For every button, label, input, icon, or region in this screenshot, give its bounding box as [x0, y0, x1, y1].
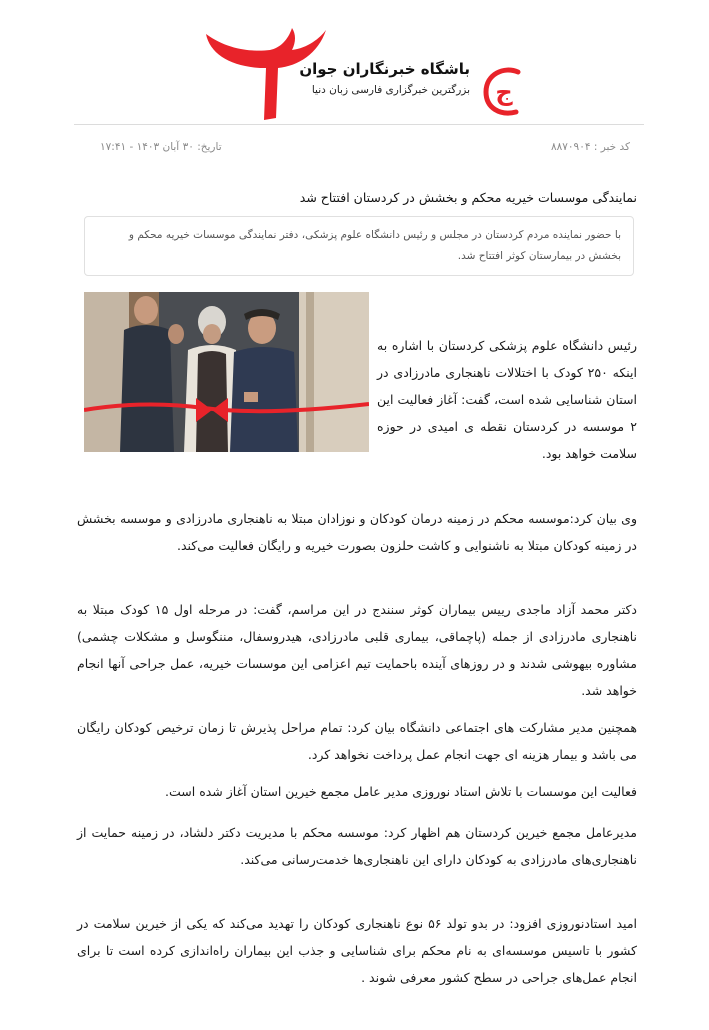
article-meta — [100, 141, 630, 157]
article-title: نمایندگی موسسات خیریه محکم و بخشش در کردستان افتتاح شد — [299, 190, 637, 205]
article-paragraph: مدیرعامل مجمع خیرین کردستان هم اظهار کرد: موسسه محکم با مدیریت دکتر دلشاد، در زمینه حمایت از ناهنجاری‌های مادرزادی به کودکان دارای این ناهنجاری‌ها خدمت‌رسانی می‌کند. — [77, 825, 637, 867]
site-logo[interactable] — [200, 24, 530, 124]
logo-symbol: ج — [495, 78, 513, 106]
brand-subtitle: بزرگترین خبرگزاری فارسی زبان دنیا — [311, 84, 470, 96]
news-code: کد خبر : ۸۸۷۰۹۰۴ — [551, 141, 630, 153]
article-paragraph: فعالیت این موسسات با تلاش استاد نوروزی مدیر عامل مجمع خیرین استان آغاز شده است. — [165, 784, 637, 799]
header-divider — [74, 124, 644, 125]
article-paragraph: رئیس دانشگاه علوم پزشکی کردستان با اشاره به اینکه ۲۵۰ کودک با اختلالات ناهنجاری مادرزادی در استان شناسایی شده است، گفت: آغاز فعالیت این ۲ موسسه در کردستان نقطه ی امیدی در حوزه سلامت خواهد بود. — [377, 338, 637, 461]
article-lead: با حضور نماینده مردم کردستان در مجلس و رئیس دانشگاه علوم پزشکی، دفتر نمایندگی موسسات خیریه محکم و بخشش در بیمارستان کوثر افتتاح شد. — [84, 216, 634, 276]
logo-emblem-icon — [478, 62, 528, 122]
ribbon-cutting-photo — [84, 292, 369, 452]
article-paragraph: امید استادنوروزی افزود: در بدو تولد ۵۶ نوع ناهنجاری کودکان را تهدید می‌کند که یکی از خیرین سلامت در کشور با تاسیس موسسه‌ای به نام محکم برای شناسایی و جذب این بیماران راه‌اندازی کرده است تا برای انجام عمل‌های جراحی در سطح کشور معرفی شوند . — [77, 916, 637, 985]
article-photo — [84, 292, 369, 452]
article-paragraph: وی بیان کرد:موسسه محکم در زمینه درمان کودکان و نوزادان مبتلا به ناهنجاری مادرزادی و موسسه بخشش در زمینه کودکان مبتلا به ناشنوایی و کاشت حلزون بصورت خیریه و رایگان فعالیت می‌کند. — [77, 511, 637, 553]
brand-title: باشگاه خبرنگاران جوان — [299, 60, 470, 78]
article-paragraph: دکتر محمد آزاد ماجدی رییس بیماران کوثر سنندج در این مراسم، گفت: در مرحله اول ۱۵ کودک مبتلا به ناهنجاری مادرزادی از جمله (پاچماقی، بیماری قلبی مادرزادی، هیدروسفال، مننگوسل و مشکلات چشمی) مشاوره بیهوشی شدند و در روزهای آینده باحمایت تیم اعزامی این موسسات خیریه، عمل جراحی آنها انجام خواهد شد. — [77, 602, 638, 698]
news-date: تاریخ: ۳۰ آبان ۱۴۰۳ - ۱۷:۴۱ — [100, 141, 222, 153]
article-paragraph: همچنین مدیر مشارکت های اجتماعی دانشگاه بیان کرد: تمام مراحل پذیرش تا زمان ترخیص کودکان رایگان می باشد و بیمار هزینه ای جهت انجام عمل پرداخت نخواهد کرد. — [77, 720, 637, 762]
